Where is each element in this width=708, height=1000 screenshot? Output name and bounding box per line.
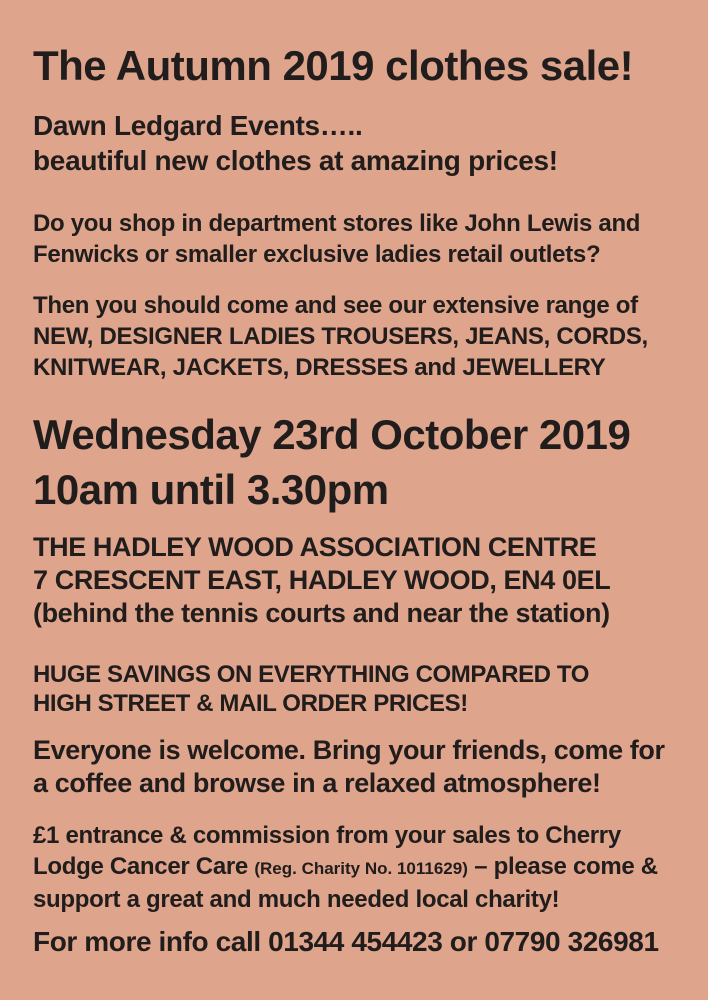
charity-name: Lodge Cancer Care: [33, 853, 255, 880]
event-date: Wednesday 23rd October 2019: [33, 411, 631, 458]
tagline: [33, 108, 688, 178]
event-time: 10am until 3.30pm: [33, 466, 389, 513]
range-line-3: KNITWEAR, JACKETS, DRESSES and JEWELLERY: [33, 354, 606, 381]
charity-line-3: support a great and much needed local charity!: [33, 886, 560, 913]
welcome-line-2: a coffee and browse in a relaxed atmosphere!: [33, 768, 601, 798]
savings-message: [33, 660, 688, 718]
venue-name: THE HADLEY WOOD ASSOCIATION CENTRE: [33, 532, 597, 562]
welcome-message: [33, 734, 688, 800]
venue-directions: (behind the tennis courts and near the station): [33, 598, 610, 628]
charity-line-2: [33, 851, 688, 884]
range-line-1: Then you should come and see our extensive range of: [33, 292, 638, 319]
savings-line-2: HIGH STREET & MAIL ORDER PRICES!: [33, 690, 468, 717]
savings-line-1: HUGE SAVINGS ON EVERYTHING COMPARED TO: [33, 661, 589, 688]
range-line-2: NEW, DESIGNER LADIES TROUSERS, JEANS, CORDS,: [33, 323, 648, 350]
charity-plea: – please come &: [467, 853, 658, 880]
product-range: [33, 290, 688, 383]
charity-note: [33, 820, 688, 915]
intro-line-1: Do you shop in department stores like John Lewis and: [33, 210, 641, 237]
intro-question: [33, 208, 688, 270]
tagline-line-1: Dawn Ledgard Events…..: [33, 110, 363, 141]
contact-info: For more info call 01344 454423 or 07790 326981: [33, 926, 659, 957]
event-datetime: [33, 407, 688, 517]
tagline-line-2: beautiful new clothes at amazing prices!: [33, 145, 558, 176]
welcome-line-1: Everyone is welcome. Bring your friends, come for: [33, 735, 665, 765]
charity-registration-number: (Reg. Charity No. 1011629): [254, 859, 468, 878]
venue-street: 7 CRESCENT EAST, HADLEY WOOD, EN4 0EL: [33, 565, 611, 595]
charity-line-1: £1 entrance & commission from your sales to Cherry: [33, 822, 621, 849]
intro-line-2: Fenwicks or smaller exclusive ladies retail outlets?: [33, 241, 601, 268]
flyer-title: The Autumn 2019 clothes sale!: [33, 42, 634, 89]
venue-address: [33, 531, 688, 630]
